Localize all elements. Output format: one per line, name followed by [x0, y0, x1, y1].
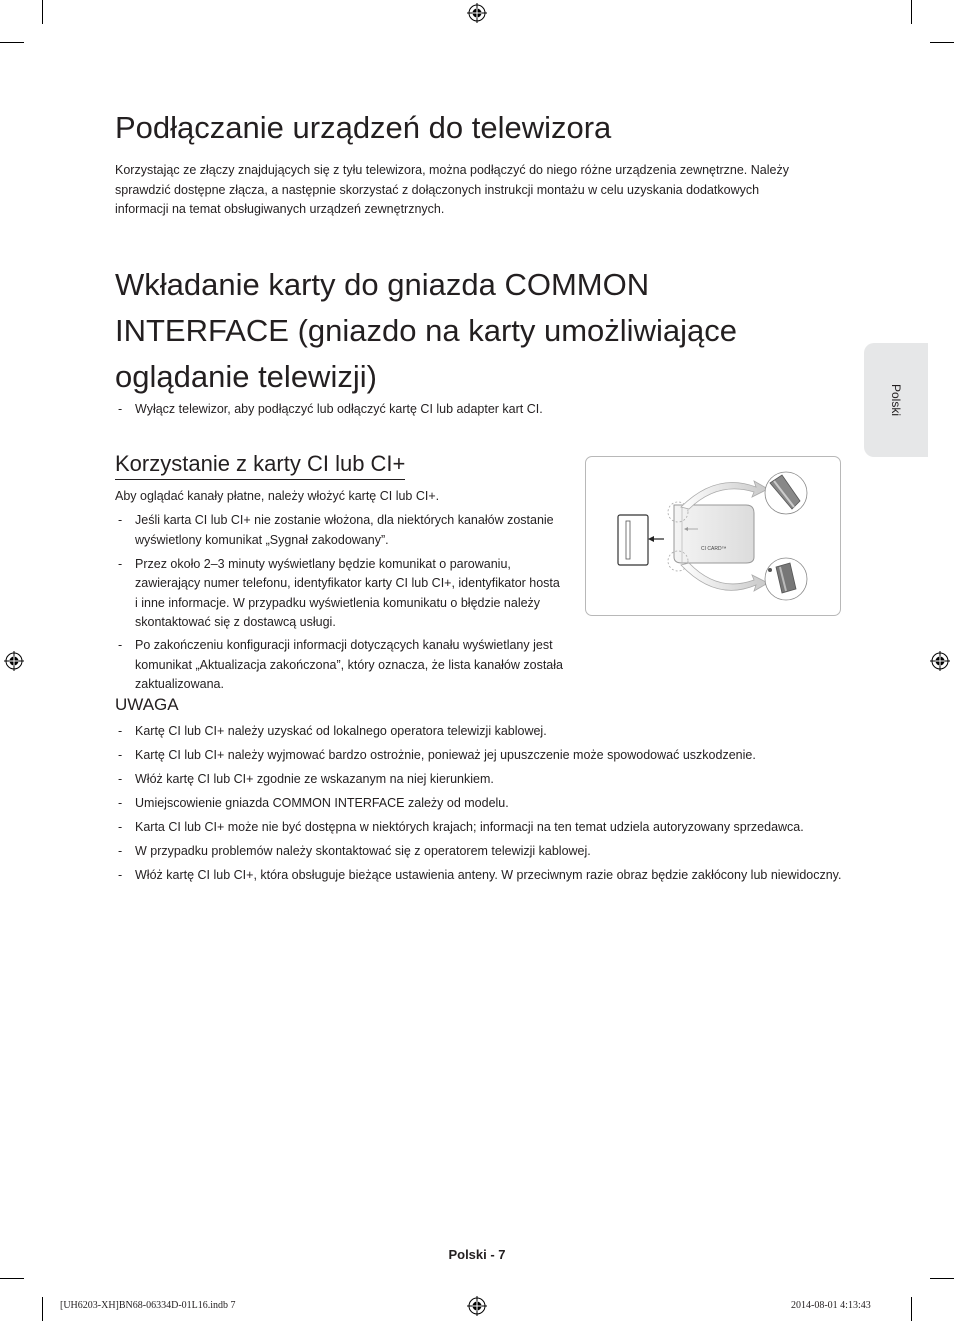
footer-file-info: [UH6203-XH]BN68-06334D-01L16.indb 7 [60, 1300, 236, 1311]
list-item: - Włóż kartę CI lub CI+ zgodnie ze wskazanym na niej kierunkiem. [115, 770, 845, 790]
card-slot-icon [618, 515, 648, 565]
language-tab-label: Polski [889, 383, 903, 417]
list-item: - Umiejscowienie gniazda COMMON INTERFACE zależy od modelu. [115, 794, 845, 814]
list-item: - Karta CI lub CI+ może nie być dostępna w niektórych krajach; informacji na ten temat udziela autoryzowany sprzedawca. [115, 818, 845, 838]
list-item: - Jeśli karta CI lub CI+ nie zostanie włożona, dla niektórych kanałów zostanie wyświetlony komunikat „Sygnał zakodowany”. [115, 511, 565, 550]
crop-mark [0, 42, 24, 43]
crop-mark [911, 0, 912, 24]
section-title: Wkładanie karty do gniazda COMMON INTERFACE (gniazdo na karty umożliwiające oglądanie telewizji) [115, 267, 737, 394]
crop-mark [42, 1297, 43, 1321]
list-item-text: Po zakończeniu konfiguracji informacji dotyczących kanału wyświetlany jest komunikat „Aktualizacja zakończona”, który oznacza, że lista kanałów została zaktualizowana. [135, 638, 563, 691]
crop-mark [930, 1278, 954, 1279]
registration-mark-icon [930, 651, 950, 671]
note-list [115, 722, 845, 890]
language-tab [864, 343, 928, 457]
crop-mark [42, 0, 43, 24]
note-title: UWAGA [115, 695, 179, 714]
svg-text:CI CARD™: CI CARD™ [701, 546, 727, 552]
page-number: Polski - 7 [448, 1247, 506, 1262]
crop-mark [930, 42, 954, 43]
registration-mark-icon [4, 651, 24, 671]
crop-mark [0, 1278, 24, 1279]
crop-mark [911, 1297, 912, 1321]
section-note-list [115, 400, 835, 424]
list-item: - Włóż kartę CI lub CI+, która obsługuje bieżące ustawienia anteny. W przeciwnym razie obraz będzie zakłócony lub niewidoczny. [115, 866, 845, 886]
list-item: - Kartę CI lub CI+ należy wyjmować bardzo ostrożnie, ponieważ jej upuszczenie może spowodować uszkodzenie. [115, 746, 845, 766]
footer-timestamp: 2014-08-01 4:13:43 [791, 1300, 871, 1311]
list-item: - W przypadku problemów należy skontaktować się z operatorem telewizji kablowej. [115, 842, 845, 862]
subsection-list [115, 511, 565, 637]
registration-mark-icon [467, 1296, 487, 1316]
list-item: - Kartę CI lub CI+ należy uzyskać od lokalnego operatora telewizji kablowej. [115, 722, 845, 742]
subsection-title: Korzystanie z karty CI lub CI+ [115, 451, 405, 480]
ci-card-illustration [586, 457, 840, 615]
list-item [115, 636, 565, 695]
subsection-list-continued [115, 636, 715, 699]
list-item: - Przez około 2–3 minuty wyświetlany będzie komunikat o parowaniu, zawierający numer telefonu, identyfikator karty CI lub CI+, identyfikator hosta i inne informacje. W przypadku wyświetlenia komunikatu o błędzie należy skontaktować się z dostawcą usługi. [115, 555, 565, 633]
list-item: - Wyłącz telewizor, aby podłączyć lub odłączyć kartę CI lub adapter kart CI. [115, 400, 835, 420]
intro-paragraph: Korzystając ze złączy znajdujących się z tyłu telewizora, można podłączyć do niego różne urządzenia zewnętrzne. Należy sprawdzić dostępne złącza, a następnie skorzystać z dołączonych instrukcji montażu w celu uzyskania dodatkowych informacji na temat obsługiwanych urządzeń zewnętrznych. [115, 163, 789, 216]
page-title: Podłączanie urządzeń do telewizora [115, 110, 612, 145]
ci-card-figure [585, 456, 841, 616]
subsection-intro: Aby oglądać kanały płatne, należy włożyć kartę CI lub CI+. [115, 489, 440, 503]
registration-mark-icon [467, 3, 487, 23]
